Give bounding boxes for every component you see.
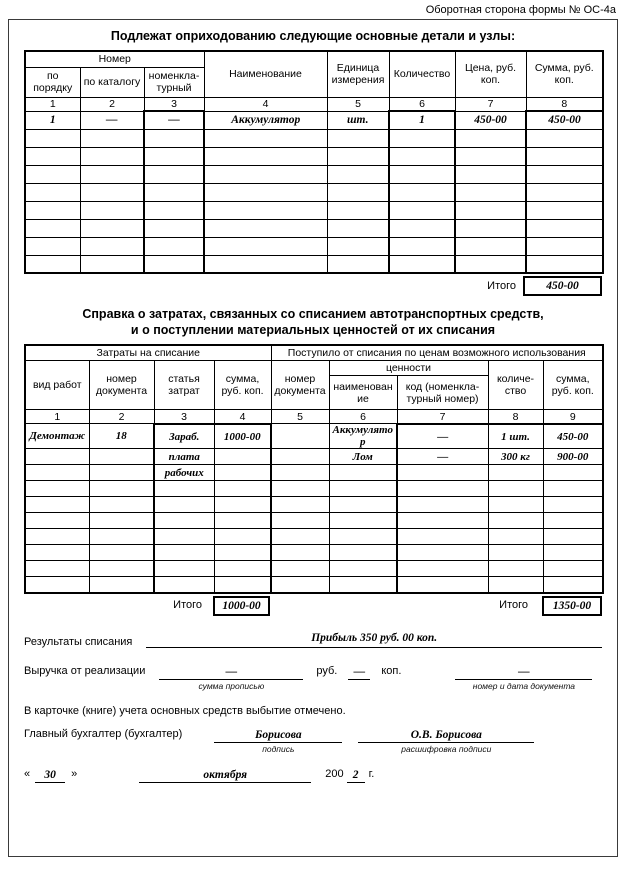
table-cell bbox=[204, 237, 327, 255]
table-cell bbox=[543, 513, 603, 529]
band-header-valuables: ценности bbox=[329, 361, 488, 376]
table-row bbox=[25, 219, 603, 237]
table-cell bbox=[329, 481, 397, 497]
accountant-label: Главный бухгалтер (бухгалтер) bbox=[24, 727, 183, 740]
signature-caption: подпись bbox=[262, 743, 295, 754]
table-cell bbox=[89, 561, 154, 577]
table-cell bbox=[329, 529, 397, 545]
table-cell bbox=[271, 424, 329, 449]
table-row bbox=[25, 147, 603, 165]
sale-proceeds-line bbox=[24, 665, 602, 691]
table-cell: 1 bbox=[389, 111, 455, 129]
table-cell bbox=[144, 165, 204, 183]
form-page-frame bbox=[8, 19, 618, 857]
parts-table bbox=[24, 50, 604, 274]
table-cell bbox=[80, 183, 144, 201]
table-cell bbox=[144, 129, 204, 147]
table-cell bbox=[25, 545, 89, 561]
table-cell bbox=[204, 129, 327, 147]
signature-name-field bbox=[358, 728, 534, 754]
kopecks-value: — bbox=[348, 665, 370, 680]
table-cell bbox=[526, 183, 603, 201]
table-cell bbox=[329, 561, 397, 577]
table-cell bbox=[25, 513, 89, 529]
table-cell: Аккумулятор bbox=[204, 111, 327, 129]
table-cell bbox=[25, 219, 80, 237]
costs-total-value: 1000-00 bbox=[213, 596, 270, 616]
table-row bbox=[25, 481, 603, 497]
table-cell bbox=[488, 481, 543, 497]
table-cell bbox=[271, 465, 329, 481]
col-number: 6 bbox=[389, 97, 455, 111]
col-number: 8 bbox=[488, 410, 543, 424]
table-cell bbox=[526, 255, 603, 273]
col-number: 1 bbox=[25, 410, 89, 424]
table-cell bbox=[329, 513, 397, 529]
table-cell bbox=[543, 577, 603, 593]
table-cell bbox=[25, 183, 80, 201]
table-cell bbox=[488, 465, 543, 481]
table-cell bbox=[25, 147, 80, 165]
sum-in-words-field bbox=[159, 665, 303, 691]
table-cell bbox=[271, 561, 329, 577]
table-cell bbox=[389, 255, 455, 273]
table-row bbox=[25, 201, 603, 219]
table-cell bbox=[329, 497, 397, 513]
table-cell bbox=[89, 529, 154, 545]
table-cell bbox=[389, 165, 455, 183]
table-cell bbox=[488, 577, 543, 593]
col-header-by-order: по порядку bbox=[25, 67, 80, 97]
total-label: Итого bbox=[499, 598, 528, 611]
table-cell bbox=[144, 255, 204, 273]
kopecks-field bbox=[348, 665, 370, 680]
table-cell bbox=[327, 219, 389, 237]
received-total-value: 1350-00 bbox=[542, 596, 602, 616]
col-number: 7 bbox=[397, 410, 488, 424]
table-cell bbox=[389, 183, 455, 201]
table-cell bbox=[144, 237, 204, 255]
table-cell bbox=[397, 545, 488, 561]
table-cell bbox=[397, 481, 488, 497]
writeoff-results-line bbox=[24, 632, 602, 648]
table-cell: Демонтаж bbox=[25, 424, 89, 449]
table-row bbox=[25, 424, 603, 449]
open-quote: « bbox=[24, 767, 31, 780]
table-cell bbox=[543, 545, 603, 561]
table-cell: шт. bbox=[327, 111, 389, 129]
table-cell bbox=[80, 255, 144, 273]
table-cell: 1 шт. bbox=[488, 424, 543, 449]
table-cell bbox=[488, 513, 543, 529]
sum-in-words-caption: сумма прописью bbox=[198, 680, 265, 691]
table-cell: 450-00 bbox=[526, 111, 603, 129]
table-cell bbox=[327, 165, 389, 183]
table-cell bbox=[329, 545, 397, 561]
table-cell bbox=[214, 513, 271, 529]
table-cell bbox=[455, 147, 526, 165]
table-cell: 18 bbox=[89, 424, 154, 449]
table-cell bbox=[271, 497, 329, 513]
table-cell bbox=[543, 561, 603, 577]
table-cell bbox=[526, 165, 603, 183]
table-cell bbox=[543, 465, 603, 481]
table-cell bbox=[455, 201, 526, 219]
parts-section-title: Подлежат оприходованию следующие основные детали и узлы: bbox=[110, 29, 516, 43]
table-cell: Аккумулятор bbox=[329, 424, 397, 449]
table-cell bbox=[80, 165, 144, 183]
writeoff-results-label: Результаты списания bbox=[24, 635, 133, 648]
table-cell bbox=[80, 237, 144, 255]
table-cell bbox=[488, 561, 543, 577]
col-header-cost-item: статья затрат bbox=[154, 361, 214, 410]
col-number: 7 bbox=[455, 97, 526, 111]
table-row bbox=[25, 561, 603, 577]
table-cell bbox=[25, 165, 80, 183]
table-cell bbox=[25, 201, 80, 219]
table-cell bbox=[488, 529, 543, 545]
table-row bbox=[25, 129, 603, 147]
table-cell bbox=[25, 449, 89, 465]
rub-label: руб. bbox=[316, 664, 338, 677]
table-cell bbox=[389, 129, 455, 147]
table-cell bbox=[154, 529, 214, 545]
form-corner-note: Оборотная сторона формы № ОС-4а bbox=[425, 4, 616, 16]
table-row bbox=[25, 111, 603, 129]
col-header-nomenclature: номенкла-турный bbox=[144, 67, 204, 97]
col-header-by-catalog: по каталогу bbox=[80, 67, 144, 97]
table-cell bbox=[214, 449, 271, 465]
col-number: 5 bbox=[271, 410, 329, 424]
table-cell: — bbox=[397, 424, 488, 449]
table-row bbox=[25, 183, 603, 201]
table-row bbox=[25, 165, 603, 183]
day-field bbox=[35, 768, 65, 783]
band-header-received: Поступило от списания по ценам возможного использования bbox=[271, 345, 603, 361]
table-cell bbox=[397, 497, 488, 513]
document-ref-caption: номер и дата документа bbox=[472, 680, 576, 691]
col-header-sum-2: сумма, руб. коп. bbox=[543, 361, 603, 410]
table-cell bbox=[271, 545, 329, 561]
signature-field bbox=[214, 728, 342, 754]
table-cell bbox=[455, 255, 526, 273]
table-cell bbox=[526, 237, 603, 255]
col-header-quantity: количе-ство bbox=[488, 361, 543, 410]
table-cell bbox=[488, 545, 543, 561]
table-cell bbox=[526, 129, 603, 147]
table-cell: — bbox=[80, 111, 144, 129]
document-ref-field bbox=[455, 665, 592, 691]
table-cell bbox=[214, 545, 271, 561]
table-cell bbox=[455, 129, 526, 147]
table-cell: Лом bbox=[329, 449, 397, 465]
table-cell bbox=[89, 513, 154, 529]
table-cell bbox=[25, 465, 89, 481]
table-cell bbox=[25, 529, 89, 545]
table-cell bbox=[89, 449, 154, 465]
table-cell bbox=[526, 219, 603, 237]
costs-section-title bbox=[24, 307, 602, 338]
accountant-line bbox=[24, 728, 602, 754]
table-cell bbox=[214, 529, 271, 545]
signature-value: Борисова bbox=[214, 728, 342, 743]
year-prefix: 200 bbox=[325, 767, 344, 780]
table-cell bbox=[25, 237, 80, 255]
table-cell bbox=[25, 129, 80, 147]
parts-total-row bbox=[24, 275, 602, 297]
month-field bbox=[139, 768, 311, 783]
table-cell bbox=[214, 577, 271, 593]
table-cell bbox=[329, 577, 397, 593]
table-row bbox=[25, 237, 603, 255]
total-label: Итого bbox=[173, 598, 202, 611]
col-number: 4 bbox=[214, 410, 271, 424]
col-header-work-type: вид работ bbox=[25, 361, 89, 410]
table-cell bbox=[89, 577, 154, 593]
col-number: 9 bbox=[543, 410, 603, 424]
table-cell: рабочих bbox=[154, 465, 214, 481]
table-cell bbox=[154, 577, 214, 593]
band-header-costs: Затраты на списание bbox=[25, 345, 271, 361]
table-cell bbox=[327, 129, 389, 147]
table-cell bbox=[389, 147, 455, 165]
table-cell bbox=[543, 481, 603, 497]
table-cell bbox=[204, 201, 327, 219]
table-row bbox=[25, 545, 603, 561]
card-note-text: В карточке (книге) учета основных средств выбытие отмечено. bbox=[24, 704, 346, 717]
table-row bbox=[25, 577, 603, 593]
col-header-sum-1: сумма, руб. коп. bbox=[214, 361, 271, 410]
parts-total-value: 450-00 bbox=[523, 276, 602, 296]
total-label: Итого bbox=[487, 280, 516, 292]
table-cell bbox=[204, 219, 327, 237]
table-cell: — bbox=[144, 111, 204, 129]
table-cell bbox=[214, 481, 271, 497]
table-cell bbox=[80, 147, 144, 165]
table-cell bbox=[327, 255, 389, 273]
table-row bbox=[25, 513, 603, 529]
costs-title-line1: Справка о затратах, связанных со списанием автотранспортных средств, bbox=[82, 307, 544, 321]
col-number: 2 bbox=[89, 410, 154, 424]
col-number: 5 bbox=[327, 97, 389, 111]
table-cell: — bbox=[397, 449, 488, 465]
year-value: 2 bbox=[347, 768, 365, 783]
table-row bbox=[25, 529, 603, 545]
table-row bbox=[25, 255, 603, 273]
col-number: 3 bbox=[154, 410, 214, 424]
col-number: 1 bbox=[25, 97, 80, 111]
table-cell bbox=[488, 497, 543, 513]
table-cell bbox=[327, 237, 389, 255]
table-cell bbox=[154, 497, 214, 513]
table-cell bbox=[25, 497, 89, 513]
col-header-unit: Единица измерения bbox=[327, 51, 389, 97]
table-cell bbox=[543, 529, 603, 545]
table-cell bbox=[455, 237, 526, 255]
table-cell bbox=[455, 219, 526, 237]
col-header-name: Наименование bbox=[204, 51, 327, 97]
table-cell bbox=[271, 449, 329, 465]
kop-label: коп. bbox=[381, 664, 402, 677]
col-header-quantity: Количество bbox=[389, 51, 455, 97]
month-value: октября bbox=[139, 768, 311, 783]
table-cell bbox=[80, 201, 144, 219]
table-cell bbox=[25, 561, 89, 577]
table-cell bbox=[214, 497, 271, 513]
table-cell bbox=[25, 255, 80, 273]
table-cell bbox=[154, 481, 214, 497]
table-cell bbox=[154, 513, 214, 529]
costs-totals-row bbox=[24, 595, 602, 618]
table-cell bbox=[389, 201, 455, 219]
writeoff-results-value: Прибыль 350 руб. 00 коп. bbox=[146, 632, 602, 648]
table-cell: 1 bbox=[25, 111, 80, 129]
table-cell bbox=[397, 513, 488, 529]
table-cell bbox=[204, 147, 327, 165]
table-cell bbox=[327, 147, 389, 165]
col-number: 4 bbox=[204, 97, 327, 111]
col-header-price: Цена, руб. коп. bbox=[455, 51, 526, 97]
table-row bbox=[25, 465, 603, 481]
table-cell bbox=[25, 481, 89, 497]
table-cell bbox=[204, 183, 327, 201]
costs-title-line2: и о поступлении материальных ценностей от их списания bbox=[130, 322, 496, 337]
table-cell bbox=[154, 561, 214, 577]
table-cell bbox=[526, 147, 603, 165]
col-header-sum: Сумма, руб. коп. bbox=[526, 51, 603, 97]
table-cell bbox=[271, 481, 329, 497]
col-number: 8 bbox=[526, 97, 603, 111]
col-number: 2 bbox=[80, 97, 144, 111]
table-cell bbox=[389, 237, 455, 255]
col-header-number-group: Номер bbox=[25, 51, 204, 67]
table-cell bbox=[389, 219, 455, 237]
table-cell bbox=[89, 545, 154, 561]
sum-in-words-value: — bbox=[159, 665, 303, 680]
table-cell bbox=[214, 465, 271, 481]
table-cell bbox=[144, 147, 204, 165]
table-cell bbox=[543, 497, 603, 513]
signature-name-caption: расшифровка подписи bbox=[401, 743, 492, 754]
table-cell bbox=[455, 183, 526, 201]
table-cell: 450-00 bbox=[455, 111, 526, 129]
column-numbers-row bbox=[25, 410, 603, 424]
table-cell bbox=[144, 219, 204, 237]
card-note-line bbox=[24, 705, 602, 717]
table-cell bbox=[271, 577, 329, 593]
column-numbers-row bbox=[25, 97, 603, 111]
table-cell bbox=[80, 129, 144, 147]
date-line bbox=[24, 768, 602, 783]
col-header-valuable-name: наименование bbox=[329, 376, 397, 410]
table-row bbox=[25, 497, 603, 513]
col-header-valuable-code: код (номенкла-турный номер) bbox=[397, 376, 488, 410]
costs-table bbox=[24, 344, 604, 594]
table-cell bbox=[144, 183, 204, 201]
table-cell bbox=[144, 201, 204, 219]
table-cell bbox=[397, 577, 488, 593]
table-cell bbox=[271, 529, 329, 545]
table-cell bbox=[89, 465, 154, 481]
year-suffix: г. bbox=[368, 767, 375, 780]
document-ref-value: — bbox=[455, 665, 592, 680]
table-cell bbox=[89, 497, 154, 513]
col-number: 3 bbox=[144, 97, 204, 111]
table-cell bbox=[397, 561, 488, 577]
table-cell bbox=[329, 465, 397, 481]
col-header-doc-number-1: номер документа bbox=[89, 361, 154, 410]
table-cell bbox=[154, 545, 214, 561]
table-cell: 1000-00 bbox=[214, 424, 271, 449]
table-cell bbox=[397, 529, 488, 545]
table-cell bbox=[214, 561, 271, 577]
table-cell: Зараб. bbox=[154, 424, 214, 449]
table-cell bbox=[526, 201, 603, 219]
table-cell bbox=[25, 577, 89, 593]
table-row bbox=[25, 449, 603, 465]
year-field bbox=[347, 768, 365, 783]
sale-proceeds-label: Выручка от реализации bbox=[24, 664, 146, 677]
col-number: 6 bbox=[329, 410, 397, 424]
col-header-doc-number-2: номер документа bbox=[271, 361, 329, 410]
table-cell: 900-00 bbox=[543, 449, 603, 465]
close-quote: » bbox=[71, 767, 78, 780]
table-cell bbox=[204, 255, 327, 273]
table-cell: 450-00 bbox=[543, 424, 603, 449]
table-cell bbox=[89, 481, 154, 497]
signature-name-value: О.В. Борисова bbox=[358, 728, 534, 743]
table-cell bbox=[327, 201, 389, 219]
table-cell: плата bbox=[154, 449, 214, 465]
day-value: 30 bbox=[35, 768, 65, 783]
table-cell bbox=[397, 465, 488, 481]
table-cell bbox=[455, 165, 526, 183]
table-cell bbox=[271, 513, 329, 529]
table-cell bbox=[204, 165, 327, 183]
table-cell bbox=[327, 183, 389, 201]
table-cell: 300 кг bbox=[488, 449, 543, 465]
table-cell bbox=[80, 219, 144, 237]
